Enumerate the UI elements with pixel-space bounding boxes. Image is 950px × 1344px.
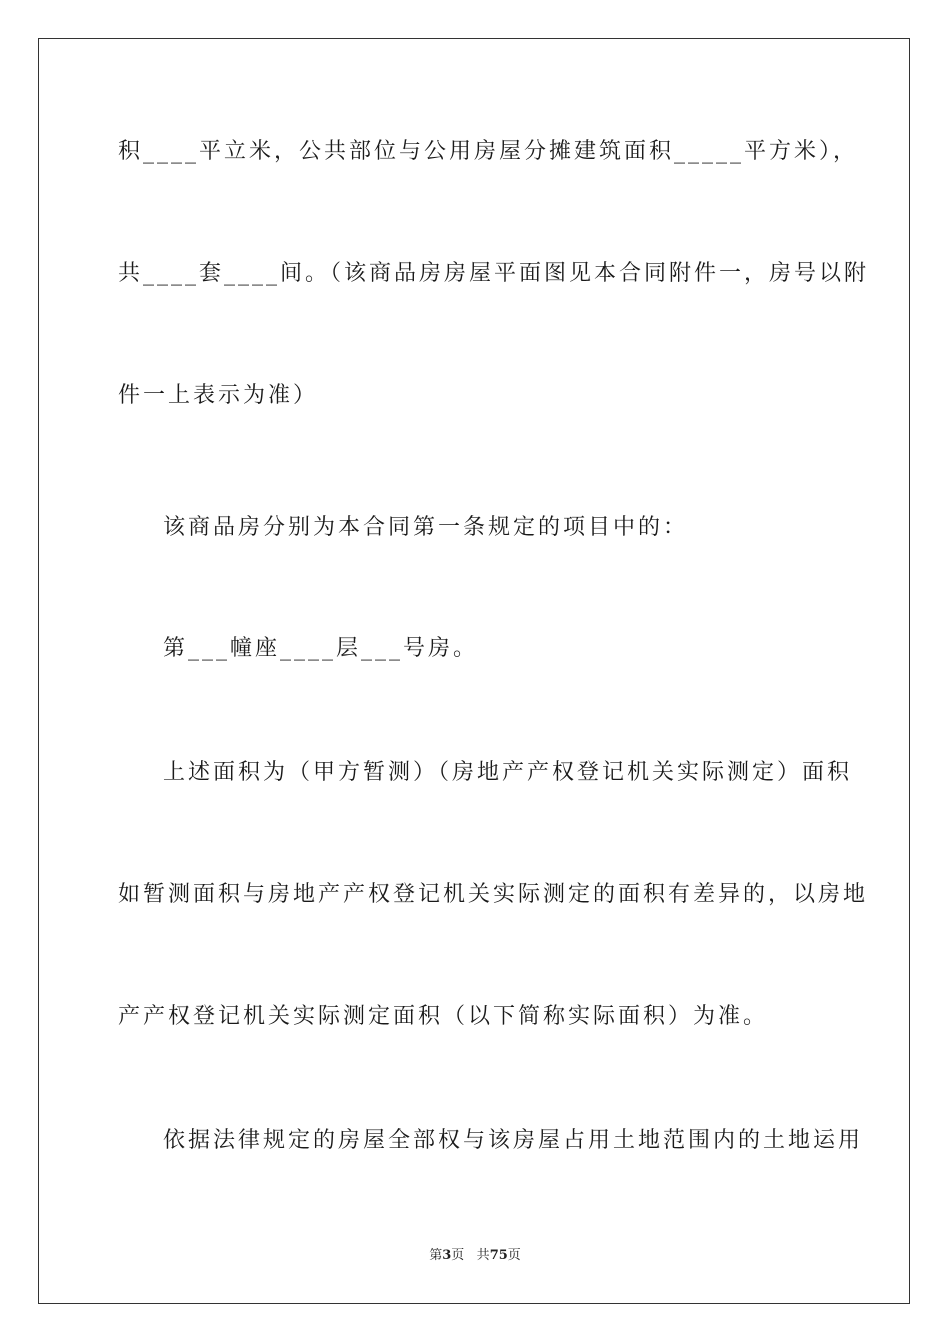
text-line-1: 积____平立米，公共部位与公用房屋分摊建筑面积_____平方米）， [118, 139, 859, 164]
page-border [38, 38, 910, 1304]
paragraph-area-line-1: 上述面积为（甲方暂测）（房地产产权登记机关实际测定）面积 [163, 760, 853, 785]
text-line-2: 共____套____间。（该商品房房屋平面图见本合同附件一，房号以附 [118, 261, 870, 286]
paragraph-ownership: 依据法律规定的房屋全部权与该房屋占用土地范围内的土地运用 [163, 1128, 864, 1153]
paragraph-area-line-3: 产产权登记机关实际测定面积（以下简称实际面积）为准。 [118, 1004, 769, 1029]
footer-total-suffix: 页 [507, 1248, 521, 1263]
footer-total-prefix: 共 [476, 1248, 490, 1263]
paragraph-project-item: 该商品房分别为本合同第一条规定的项目中的： [163, 515, 689, 540]
footer-page-prefix: 第 [429, 1248, 443, 1263]
page-footer [0, 1247, 950, 1265]
text-line-3: 件一上表示为准） [118, 383, 319, 408]
paragraph-unit-number: 第___幢座____层___号房。 [163, 636, 479, 661]
footer-page-suffix: 页 [451, 1248, 465, 1263]
footer-page-number: 3 [442, 1248, 452, 1263]
paragraph-area-line-2: 如暂测面积与房地产产权登记机关实际测定的面积有差异的，以房地 [118, 882, 869, 907]
footer-total-pages: 75 [489, 1248, 508, 1263]
